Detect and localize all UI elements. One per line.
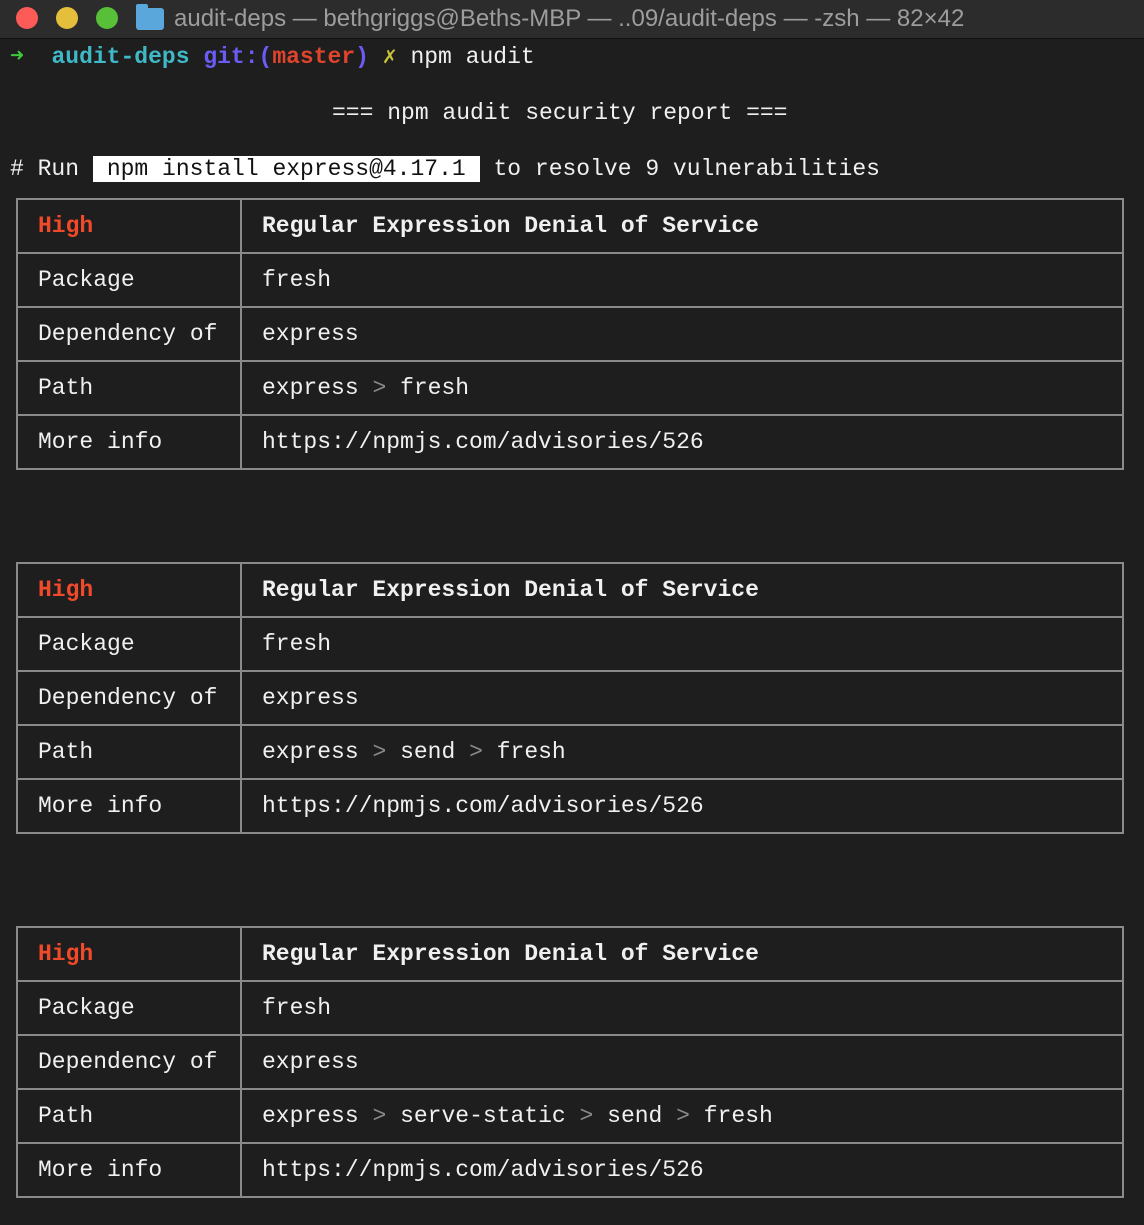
table-row: [17, 1035, 1123, 1089]
path-segment: send: [400, 739, 456, 765]
git-branch: master: [272, 44, 356, 70]
window-title: audit-deps — bethgriggs@Beths-MBP — ..09/audit-deps — -zsh — 82×42: [174, 5, 965, 32]
package-value: fresh: [241, 253, 1123, 307]
table-row: [17, 617, 1123, 671]
severity-label: High: [17, 563, 241, 617]
field-label: Dependency of: [17, 307, 241, 361]
table-row: [17, 981, 1123, 1035]
run-suffix: to resolve 9 vulnerabilities: [479, 156, 880, 182]
table-row: [17, 563, 1123, 617]
field-label: Dependency of: [17, 671, 241, 725]
path-segment: send: [607, 1103, 663, 1129]
table-row: [17, 199, 1123, 253]
path-separator: >: [579, 1103, 594, 1129]
field-label: Package: [17, 981, 241, 1035]
table-row: [17, 779, 1123, 833]
path-segment: express: [262, 1103, 359, 1129]
field-label: Package: [17, 253, 241, 307]
dependency-of-value: express: [241, 307, 1123, 361]
run-prefix: # Run: [10, 156, 93, 182]
path-segment: express: [262, 375, 359, 401]
path-value: [241, 1089, 1123, 1143]
table-row: [17, 725, 1123, 779]
advisory-table: [16, 562, 1124, 834]
package-value: fresh: [241, 617, 1123, 671]
close-button[interactable]: [16, 7, 38, 29]
title-value: Regular Expression Denial of Service: [241, 563, 1123, 617]
field-label: More info: [17, 415, 241, 469]
prompt-dir: audit-deps: [51, 44, 190, 70]
git-suffix: ): [355, 44, 369, 70]
table-row: [17, 361, 1123, 415]
severity-label: High: [17, 199, 241, 253]
field-label: Path: [17, 1089, 241, 1143]
advisory-table: [16, 926, 1124, 1198]
dependency-of-value: express: [241, 1035, 1123, 1089]
path-value: [241, 725, 1123, 779]
title-value: Regular Expression Denial of Service: [241, 199, 1123, 253]
report-header: === npm audit security report ===: [332, 100, 788, 126]
path-segment: fresh: [496, 739, 566, 765]
path-separator: >: [372, 739, 387, 765]
path-value: [241, 361, 1123, 415]
command: npm audit: [410, 44, 535, 70]
path-segment: express: [262, 739, 359, 765]
fix-command: npm install express@4.17.1: [93, 156, 480, 182]
package-value: fresh: [241, 981, 1123, 1035]
folder-icon: [136, 8, 164, 30]
field-label: Path: [17, 725, 241, 779]
title-value: Regular Expression Denial of Service: [241, 927, 1123, 981]
table-row: [17, 253, 1123, 307]
more-info-value[interactable]: https://npmjs.com/advisories/526: [241, 1143, 1123, 1197]
table-row: [17, 1089, 1123, 1143]
git-prefix: git:(: [203, 44, 273, 70]
table-row: [17, 1143, 1123, 1197]
field-label: More info: [17, 779, 241, 833]
path-segment: fresh: [703, 1103, 773, 1129]
minimize-button[interactable]: [56, 7, 78, 29]
path-segment: fresh: [400, 375, 470, 401]
table-row: [17, 415, 1123, 469]
severity-label: High: [17, 927, 241, 981]
table-row: [17, 307, 1123, 361]
advisory-table: [16, 198, 1124, 470]
window-titlebar: [0, 0, 1144, 39]
run-line: [10, 155, 880, 183]
path-separator: >: [372, 375, 387, 401]
path-separator: >: [469, 739, 483, 765]
prompt-arrow-icon: ➜: [10, 44, 24, 70]
path-separator: >: [676, 1103, 690, 1129]
path-separator: >: [372, 1103, 387, 1129]
table-row: [17, 671, 1123, 725]
dirty-icon: ✗: [382, 44, 397, 70]
field-label: Dependency of: [17, 1035, 241, 1089]
prompt-line: [10, 43, 535, 71]
dependency-of-value: express: [241, 671, 1123, 725]
table-row: [17, 927, 1123, 981]
maximize-button[interactable]: [96, 7, 118, 29]
more-info-value[interactable]: https://npmjs.com/advisories/526: [241, 415, 1123, 469]
more-info-value[interactable]: https://npmjs.com/advisories/526: [241, 779, 1123, 833]
field-label: Package: [17, 617, 241, 671]
path-segment: serve-static: [400, 1103, 566, 1129]
field-label: More info: [17, 1143, 241, 1197]
field-label: Path: [17, 361, 241, 415]
